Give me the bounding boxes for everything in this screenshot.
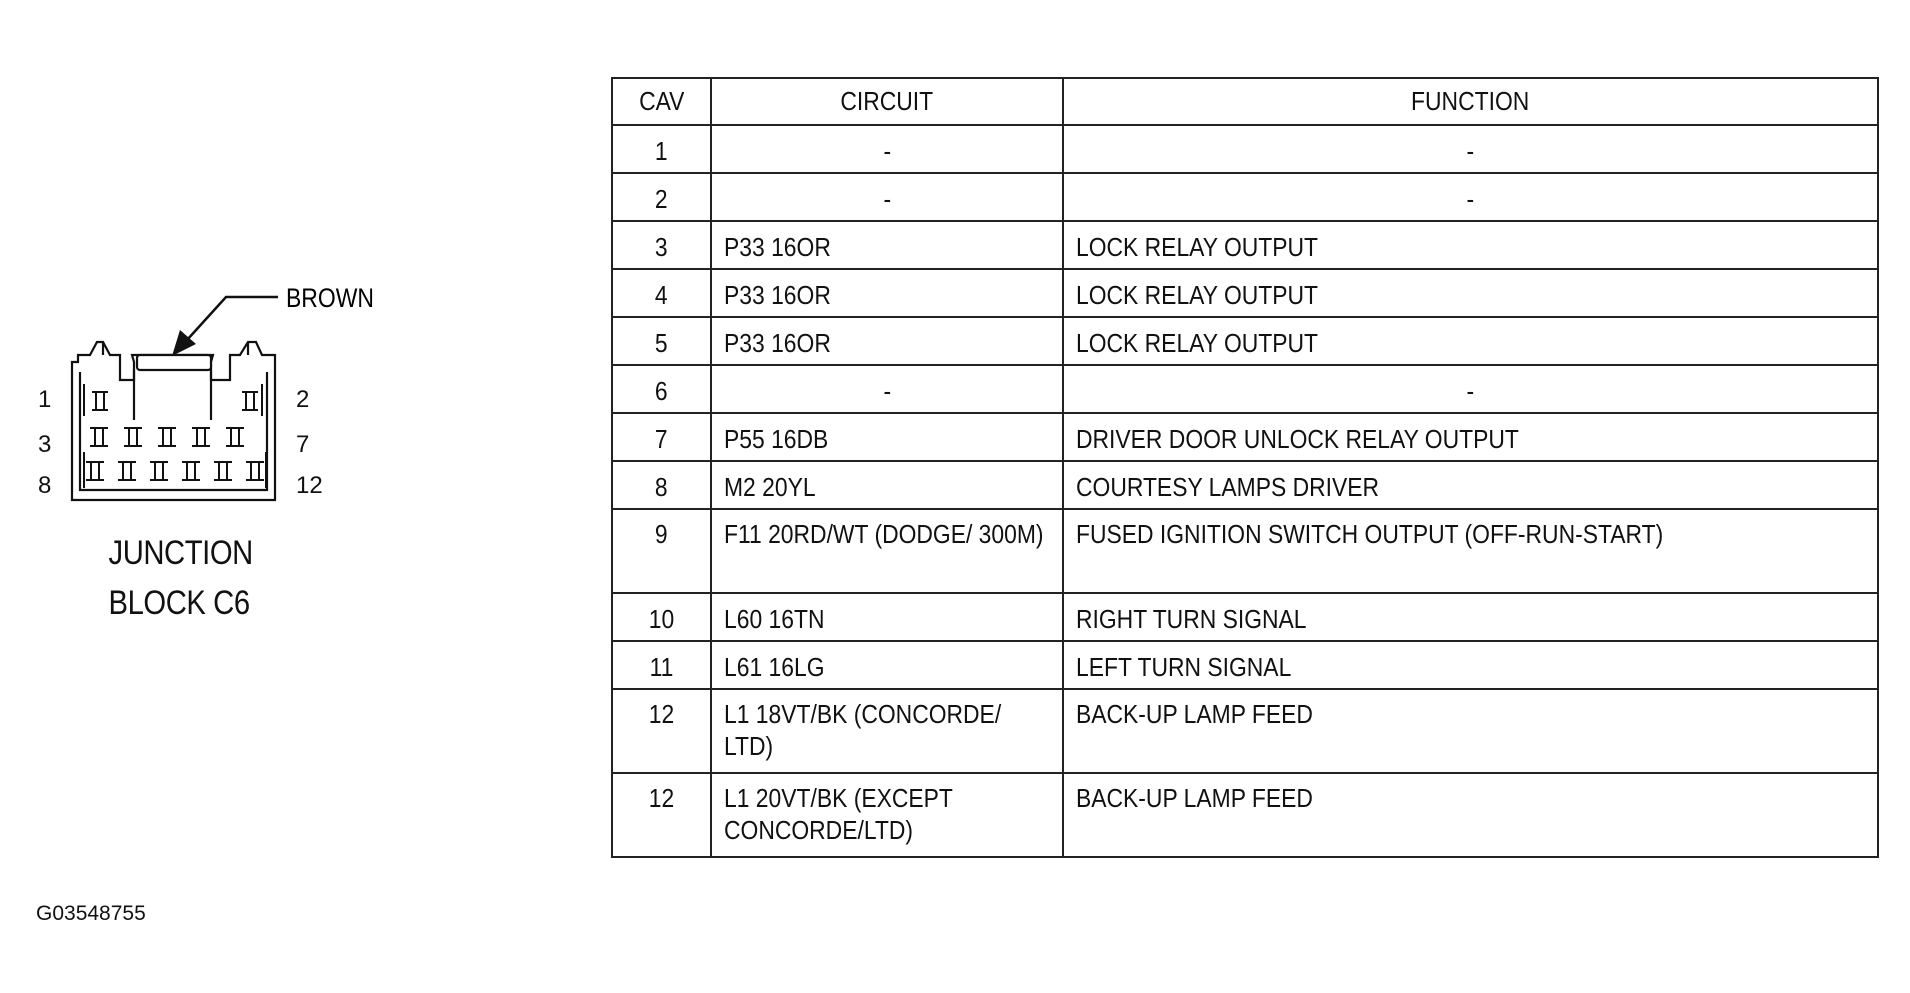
- cell-function: BACK-UP LAMP FEED: [1063, 689, 1878, 773]
- cell-cav: 4: [612, 269, 711, 317]
- cell-circuit: F11 20RD/WT (DODGE/ 300M): [711, 509, 1063, 593]
- cell-cav: 11: [612, 641, 711, 689]
- table-header-row: [612, 78, 1878, 125]
- cell-function: -: [1063, 125, 1878, 173]
- cell-function: BACK-UP LAMP FEED: [1063, 773, 1878, 857]
- figure-id: G03548755: [36, 902, 146, 925]
- cell-cav: 12: [612, 689, 711, 773]
- table-row: [612, 269, 1878, 317]
- table-row: [612, 365, 1878, 413]
- cell-cav: 3: [612, 221, 711, 269]
- table-row: [612, 221, 1878, 269]
- cell-function: FUSED IGNITION SWITCH OUTPUT (OFF-RUN-START): [1063, 509, 1878, 593]
- cell-circuit: L61 16LG: [711, 641, 1063, 689]
- table-row: [612, 509, 1878, 593]
- pinout-table: [611, 77, 1879, 858]
- cell-circuit: P33 16OR: [711, 269, 1063, 317]
- cell-function: LOCK RELAY OUTPUT: [1063, 317, 1878, 365]
- cell-circuit: P33 16OR: [711, 221, 1063, 269]
- table-row: [612, 461, 1878, 509]
- table-row: [612, 641, 1878, 689]
- cell-circuit: -: [711, 365, 1063, 413]
- cell-circuit: M2 20YL: [711, 461, 1063, 509]
- cell-function: -: [1063, 173, 1878, 221]
- cell-cav: 10: [612, 593, 711, 641]
- connector-cavities: [84, 384, 266, 488]
- table-row: [612, 689, 1878, 773]
- table-row: [612, 413, 1878, 461]
- connector-title-line1: JUNCTION: [108, 534, 253, 572]
- cell-circuit: -: [711, 173, 1063, 221]
- cell-function: COURTESY LAMPS DRIVER: [1063, 461, 1878, 509]
- cell-cav: 7: [612, 413, 711, 461]
- cell-cav: 6: [612, 365, 711, 413]
- pin-label-12: 12: [296, 472, 323, 499]
- header-cav: CAV: [612, 78, 711, 125]
- connector-title-line2: BLOCK C6: [108, 584, 250, 622]
- cell-circuit: -: [711, 125, 1063, 173]
- cell-cav: 8: [612, 461, 711, 509]
- cell-function: DRIVER DOOR UNLOCK RELAY OUTPUT: [1063, 413, 1878, 461]
- pin-label-7: 7: [296, 431, 310, 458]
- table-row: [612, 593, 1878, 641]
- pin-label-2: 2: [296, 386, 310, 413]
- header-function: FUNCTION: [1063, 78, 1878, 125]
- connector-title: [108, 528, 253, 628]
- cell-circuit: P55 16DB: [711, 413, 1063, 461]
- pin-label-3: 3: [38, 431, 52, 458]
- table-row: [612, 773, 1878, 857]
- pin-label-1: 1: [38, 386, 52, 413]
- pin-label-8: 8: [38, 472, 52, 499]
- cell-circuit: L60 16TN: [711, 593, 1063, 641]
- table-row: [612, 317, 1878, 365]
- cell-cav: 2: [612, 173, 711, 221]
- cell-function: LEFT TURN SIGNAL: [1063, 641, 1878, 689]
- cell-circuit: P33 16OR: [711, 317, 1063, 365]
- cell-function: LOCK RELAY OUTPUT: [1063, 221, 1878, 269]
- table-row: [612, 173, 1878, 221]
- connector-housing: [72, 342, 275, 500]
- cell-cav: 5: [612, 317, 711, 365]
- cell-function: LOCK RELAY OUTPUT: [1063, 269, 1878, 317]
- cell-cav: 1: [612, 125, 711, 173]
- header-circuit: CIRCUIT: [711, 78, 1063, 125]
- cell-circuit: L1 20VT/BK (EXCEPT CONCORDE/LTD): [711, 773, 1063, 857]
- cell-circuit: L1 18VT/BK (CONCORDE/ LTD): [711, 689, 1063, 773]
- cell-function: RIGHT TURN SIGNAL: [1063, 593, 1878, 641]
- connector-color-label: BROWN: [286, 283, 374, 314]
- table-row: [612, 125, 1878, 173]
- cell-function: -: [1063, 365, 1878, 413]
- cell-cav: 12: [612, 773, 711, 857]
- leader-line: [187, 297, 278, 340]
- cell-cav: 9: [612, 509, 711, 593]
